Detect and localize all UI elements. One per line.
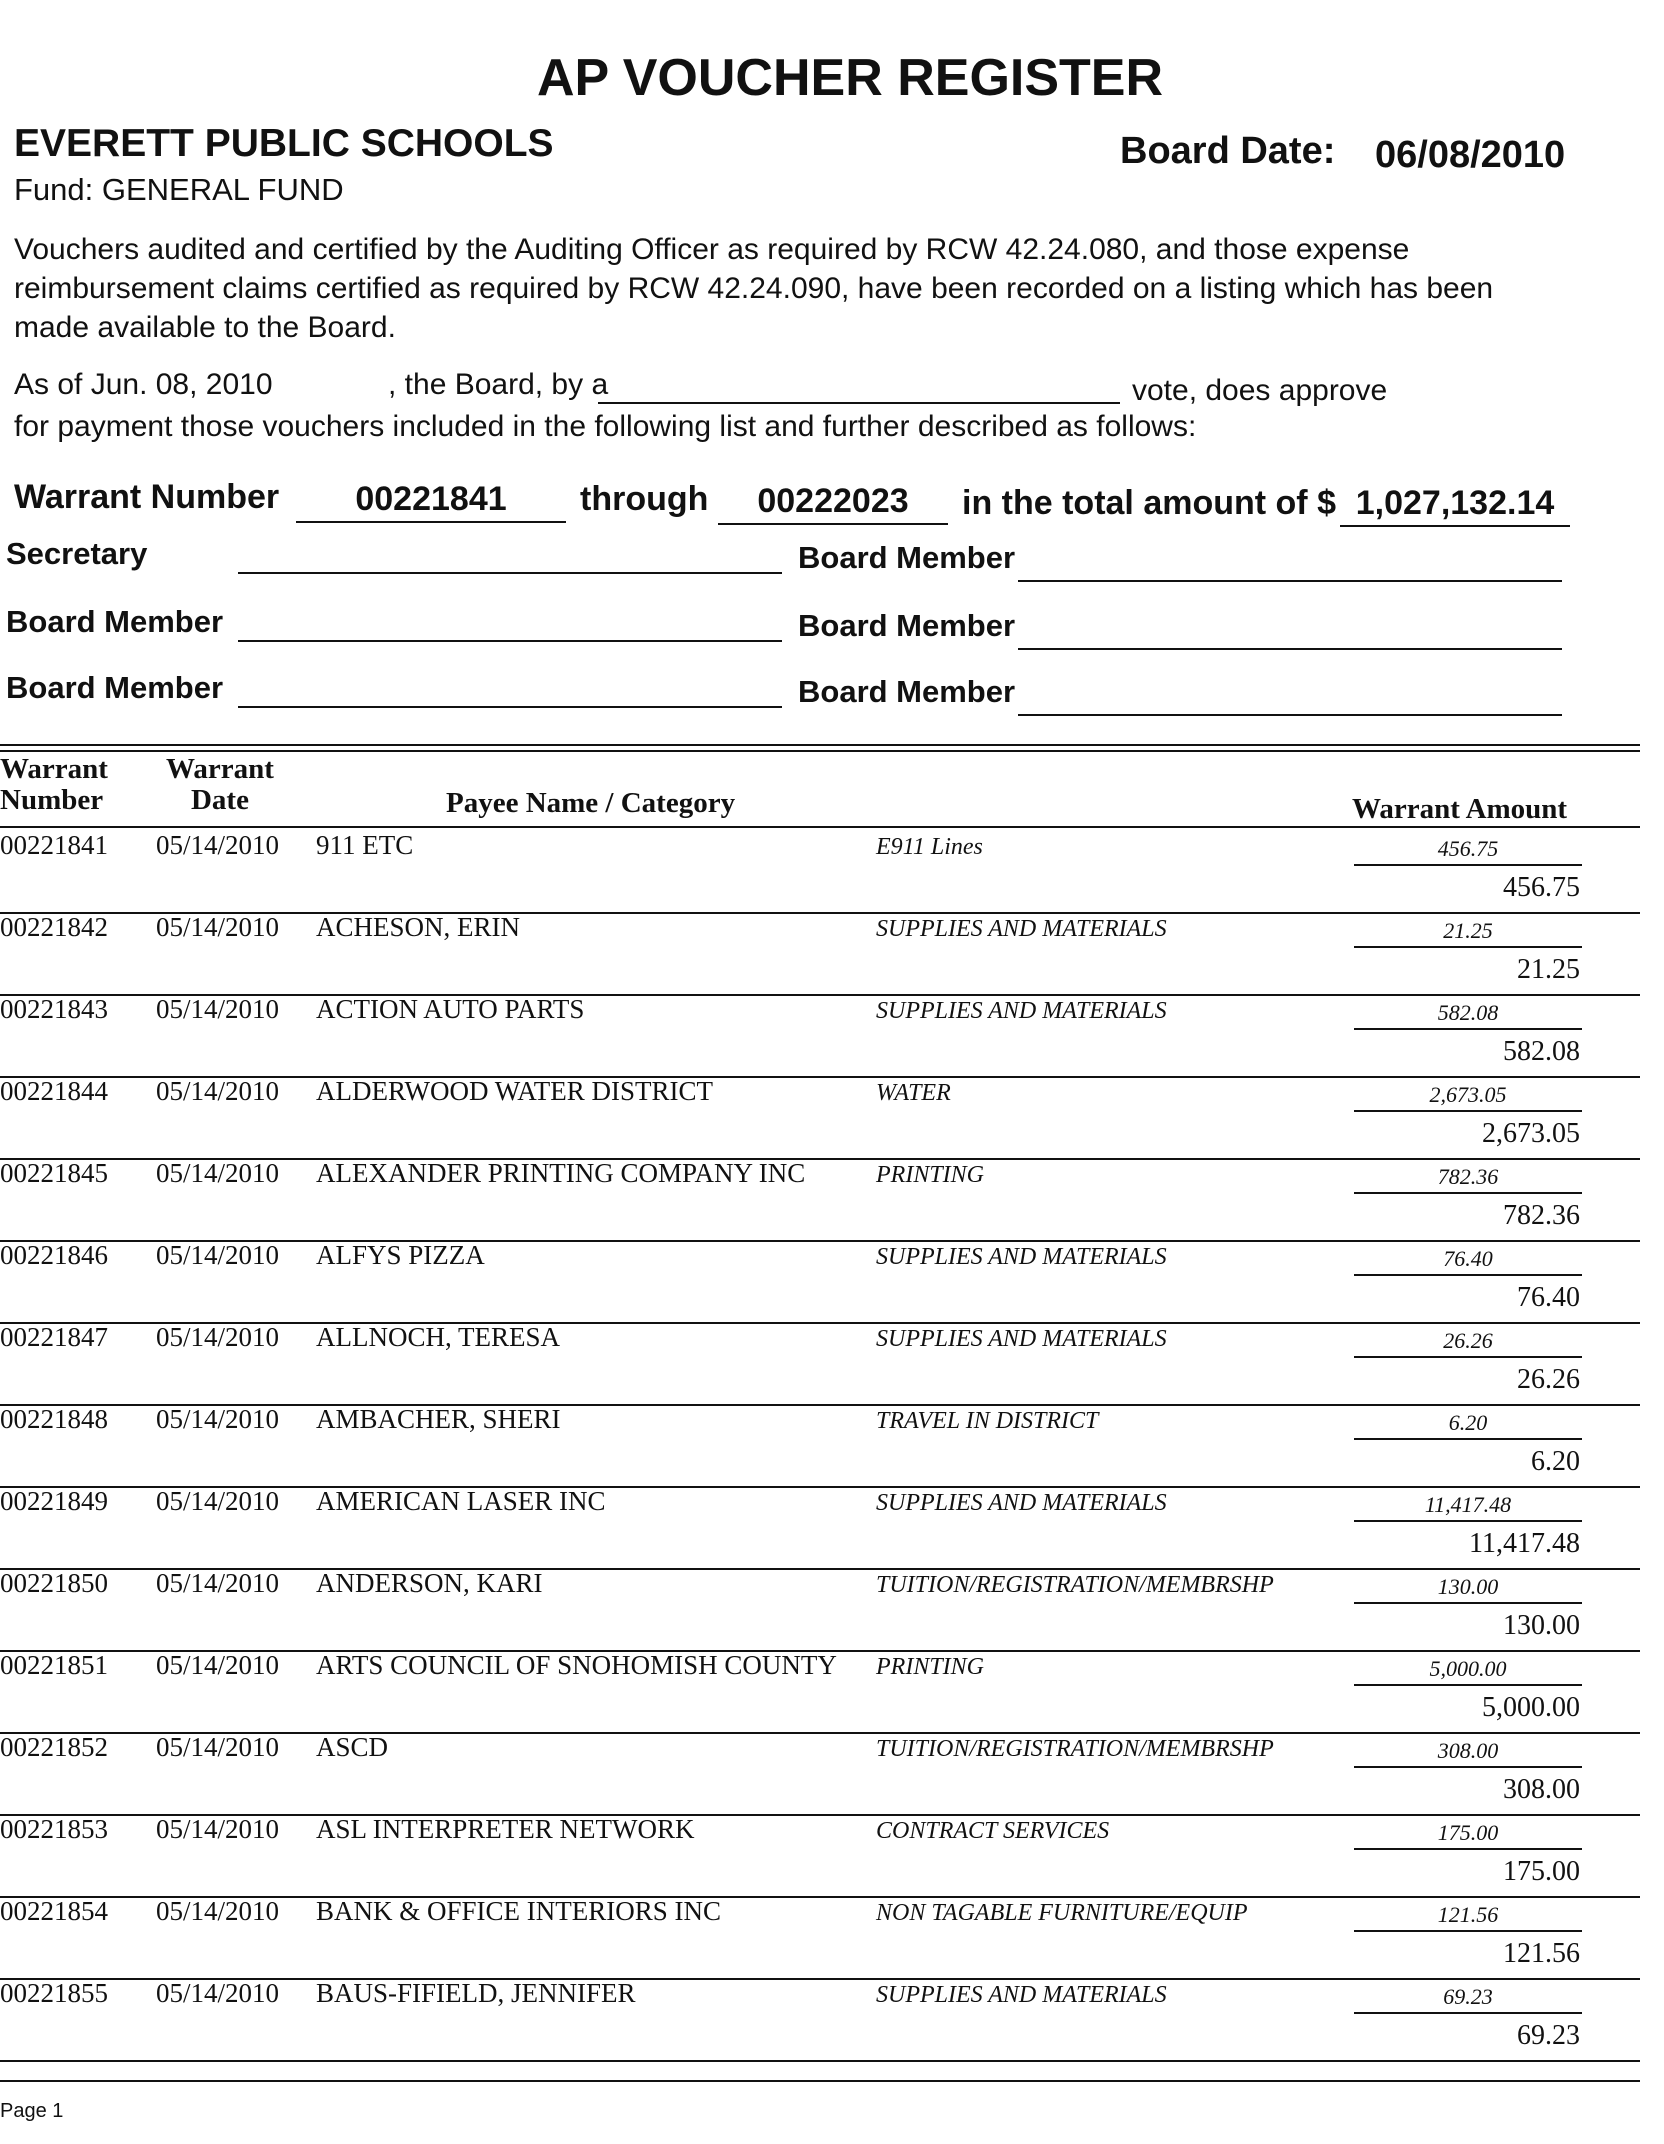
as-of-date: As of Jun. 08, 2010 — [14, 368, 273, 401]
sub-amount-cell: 76.40 — [1354, 1246, 1582, 1276]
payee-cell: AMBACHER, SHERI — [316, 1404, 561, 1434]
sub-amount-cell: 582.08 — [1354, 1000, 1582, 1030]
warrant-date-cell: 05/14/2010 — [156, 1322, 280, 1352]
warrant-amount-cell: 21.25 — [1517, 954, 1580, 985]
warrant-amount-cell: 11,417.48 — [1469, 1528, 1580, 1559]
warrant-number-cell: 00221849 — [0, 1486, 108, 1516]
warrant-number-cell: 00221850 — [0, 1568, 108, 1598]
warrant-number-cell: 00221843 — [0, 994, 108, 1024]
warrant-date-cell: 05/14/2010 — [156, 1486, 280, 1516]
board-member-signature-line[interactable] — [1018, 714, 1562, 716]
table-row — [0, 1732, 1640, 1815]
table-row — [0, 1240, 1640, 1323]
table-row — [0, 1650, 1640, 1733]
sub-amount-cell: 5,000.00 — [1354, 1656, 1582, 1686]
table-row — [0, 1814, 1640, 1897]
header-line: Warrant — [166, 753, 274, 785]
warrant-from: 00221841 — [296, 480, 566, 523]
header-line: Warrant — [0, 753, 108, 785]
payee-cell: 911 ETC — [316, 830, 414, 860]
sub-amount-cell: 11,417.48 — [1354, 1492, 1582, 1522]
table-row — [0, 1404, 1640, 1487]
warrant-number-cell: 00221845 — [0, 1158, 108, 1188]
table-row — [0, 1896, 1640, 1979]
warrant-number-label: Warrant Number — [14, 478, 280, 516]
category-cell: TUITION/REGISTRATION/MEMBRSHP — [876, 1572, 1274, 1598]
payee-cell: ANDERSON, KARI — [316, 1568, 543, 1598]
category-cell: PRINTING — [876, 1654, 984, 1680]
warrant-amount-cell: 308.00 — [1503, 1774, 1580, 1805]
payee-cell: ACHESON, ERIN — [316, 912, 521, 942]
table-row — [0, 1486, 1640, 1569]
warrant-number-cell: 00221853 — [0, 1814, 108, 1844]
sub-amount-cell: 308.00 — [1354, 1738, 1582, 1768]
category-cell: CONTRACT SERVICES — [876, 1818, 1110, 1844]
payee-cell: ARTS COUNCIL OF SNOHOMISH COUNTY — [316, 1650, 837, 1680]
header-payee: Payee Name / Category — [446, 787, 736, 819]
table-top-rule — [0, 750, 1640, 752]
table-row — [0, 1322, 1640, 1405]
category-cell: SUPPLIES AND MATERIALS — [876, 1982, 1167, 2008]
warrant-amount-cell: 582.08 — [1503, 1036, 1580, 1067]
category-cell: E911 Lines — [876, 834, 983, 860]
warrant-number-cell: 00221851 — [0, 1650, 108, 1680]
table-top-rule — [0, 744, 1640, 746]
header-line: Number — [0, 784, 104, 816]
warrant-number-cell: 00221855 — [0, 1978, 108, 2008]
warrant-amount-cell: 175.00 — [1503, 1856, 1580, 1887]
sub-amount-cell: 121.56 — [1354, 1902, 1582, 1932]
payee-cell: ALLNOCH, TERESA — [316, 1322, 561, 1352]
board-date-label: Board Date: — [1120, 130, 1336, 172]
table-row — [0, 1076, 1640, 1159]
warrant-date-cell: 05/14/2010 — [156, 1732, 280, 1762]
warrant-date-cell: 05/14/2010 — [156, 1568, 280, 1598]
secretary-signature-line[interactable] — [238, 572, 782, 574]
warrant-amount-cell: 456.75 — [1503, 872, 1580, 903]
payee-cell: ALEXANDER PRINTING COMPANY INC — [316, 1158, 806, 1188]
header-bottom-rule — [0, 826, 1640, 828]
warrant-date-cell: 05/14/2010 — [156, 912, 280, 942]
board-date-value: 06/08/2010 — [1375, 134, 1566, 176]
board-member-signature-line[interactable] — [1018, 580, 1562, 582]
warrant-number-cell: 00221846 — [0, 1240, 108, 1270]
category-cell: NON TAGABLE FURNITURE/EQUIP — [876, 1900, 1248, 1926]
through-label: through — [580, 480, 709, 518]
warrant-date-cell: 05/14/2010 — [156, 1896, 280, 1926]
payee-cell: BANK & OFFICE INTERIORS INC — [316, 1896, 722, 1926]
warrant-date-cell: 05/14/2010 — [156, 1650, 280, 1680]
organization-name: EVERETT PUBLIC SCHOOLS — [14, 122, 554, 165]
warrant-date-cell: 05/14/2010 — [156, 1076, 280, 1106]
board-member-label: Board Member — [798, 540, 1016, 575]
as-of-board-text: , the Board, by a — [388, 368, 609, 401]
warrant-to: 00222023 — [718, 482, 948, 525]
category-cell: SUPPLIES AND MATERIALS — [876, 1490, 1167, 1516]
category-cell: SUPPLIES AND MATERIALS — [876, 1244, 1167, 1270]
sub-amount-cell: 456.75 — [1354, 836, 1582, 866]
warrant-date-cell: 05/14/2010 — [156, 1240, 280, 1270]
vote-text: vote, does approve — [1132, 374, 1388, 407]
vote-blank-line[interactable] — [598, 402, 1120, 404]
payee-cell: ALDERWOOD WATER DISTRICT — [316, 1076, 713, 1106]
warrant-amount-cell: 69.23 — [1517, 2020, 1580, 2051]
sub-amount-cell: 2,673.05 — [1354, 1082, 1582, 1112]
header-warrant-date — [166, 754, 274, 816]
warrant-amount-cell: 130.00 — [1503, 1610, 1580, 1641]
row-divider — [0, 2060, 1640, 2062]
board-member-label: Board Member — [798, 608, 1016, 643]
warrant-number-cell: 00221844 — [0, 1076, 108, 1106]
sub-amount-cell: 21.25 — [1354, 918, 1582, 948]
category-cell: SUPPLIES AND MATERIALS — [876, 998, 1167, 1024]
document-title: AP VOUCHER REGISTER — [536, 49, 1164, 107]
warrant-date-cell: 05/14/2010 — [156, 994, 280, 1024]
sub-amount-cell: 6.20 — [1354, 1410, 1582, 1440]
payee-cell: ASCD — [316, 1732, 389, 1762]
table-row — [0, 1158, 1640, 1241]
board-member-signature-line[interactable] — [238, 706, 782, 708]
warrant-amount-cell: 26.26 — [1517, 1364, 1580, 1395]
board-member-label: Board Member — [798, 674, 1016, 709]
warrant-number-cell: 00221841 — [0, 830, 108, 860]
warrant-number-cell: 00221852 — [0, 1732, 108, 1762]
for-payment-text: for payment those vouchers included in the following list and further described as follows: — [14, 410, 1197, 443]
warrant-amount-cell: 2,673.05 — [1482, 1118, 1580, 1149]
warrant-number-cell: 00221854 — [0, 1896, 108, 1926]
warrant-amount-cell: 6.20 — [1531, 1446, 1580, 1477]
payee-cell: ACTION AUTO PARTS — [316, 994, 585, 1024]
warrant-amount-cell: 5,000.00 — [1482, 1692, 1580, 1723]
warrant-date-cell: 05/14/2010 — [156, 1814, 280, 1844]
table-row — [0, 912, 1640, 995]
category-cell: TUITION/REGISTRATION/MEMBRSHP — [876, 1736, 1274, 1762]
warrant-date-cell: 05/14/2010 — [156, 1404, 280, 1434]
category-cell: WATER — [876, 1080, 951, 1106]
board-member-signature-line[interactable] — [238, 640, 782, 642]
header-amount: Warrant Amount — [1352, 793, 1568, 825]
warrant-number-cell: 00221842 — [0, 912, 108, 942]
table-row — [0, 994, 1640, 1077]
payee-cell: ALFYS PIZZA — [316, 1240, 485, 1270]
warrant-date-cell: 05/14/2010 — [156, 830, 280, 860]
payee-cell: BAUS-FIFIELD, JENNIFER — [316, 1978, 636, 2008]
payee-cell: ASL INTERPRETER NETWORK — [316, 1814, 695, 1844]
board-member-label: Board Member — [6, 604, 224, 639]
table-row — [0, 830, 1640, 913]
warrant-date-cell: 05/14/2010 — [156, 1158, 280, 1188]
sub-amount-cell: 175.00 — [1354, 1820, 1582, 1850]
sub-amount-cell: 26.26 — [1354, 1328, 1582, 1358]
total-amount-value: 1,027,132.14 — [1340, 484, 1570, 527]
warrant-amount-cell: 121.56 — [1503, 1938, 1580, 1969]
warrant-amount-cell: 76.40 — [1517, 1282, 1580, 1313]
table-bottom-rule — [0, 2080, 1640, 2082]
secretary-label: Secretary — [6, 536, 148, 571]
category-cell: PRINTING — [876, 1162, 984, 1188]
header-line: Date — [190, 784, 249, 816]
warrant-amount-cell: 782.36 — [1503, 1200, 1580, 1231]
payee-cell: AMERICAN LASER INC — [316, 1486, 606, 1516]
sub-amount-cell: 69.23 — [1354, 1984, 1582, 2014]
intro-paragraph: Vouchers audited and certified by the Auditing Officer as required by RCW 42.24.080, and those expense reimbursement claims certified as required by RCW 42.24.090, have been recorded on a listing which has been made available to the Board. — [14, 233, 1494, 344]
total-amount-label: in the total amount of $ — [962, 484, 1336, 522]
category-cell: SUPPLIES AND MATERIALS — [876, 916, 1167, 942]
category-cell: SUPPLIES AND MATERIALS — [876, 1326, 1167, 1352]
board-member-label: Board Member — [6, 670, 224, 705]
warrant-number-cell: 00221847 — [0, 1322, 108, 1352]
table-row — [0, 1568, 1640, 1651]
page-number: Page 1 — [0, 2100, 64, 2122]
sub-amount-cell: 782.36 — [1354, 1164, 1582, 1194]
sub-amount-cell: 130.00 — [1354, 1574, 1582, 1604]
category-cell: TRAVEL IN DISTRICT — [876, 1408, 1099, 1434]
table-row — [0, 1978, 1640, 2061]
warrant-date-cell: 05/14/2010 — [156, 1978, 280, 2008]
warrant-number-cell: 00221848 — [0, 1404, 108, 1434]
board-member-signature-line[interactable] — [1018, 648, 1562, 650]
fund-label: Fund: GENERAL FUND — [14, 172, 344, 207]
header-warrant-number — [0, 754, 108, 816]
